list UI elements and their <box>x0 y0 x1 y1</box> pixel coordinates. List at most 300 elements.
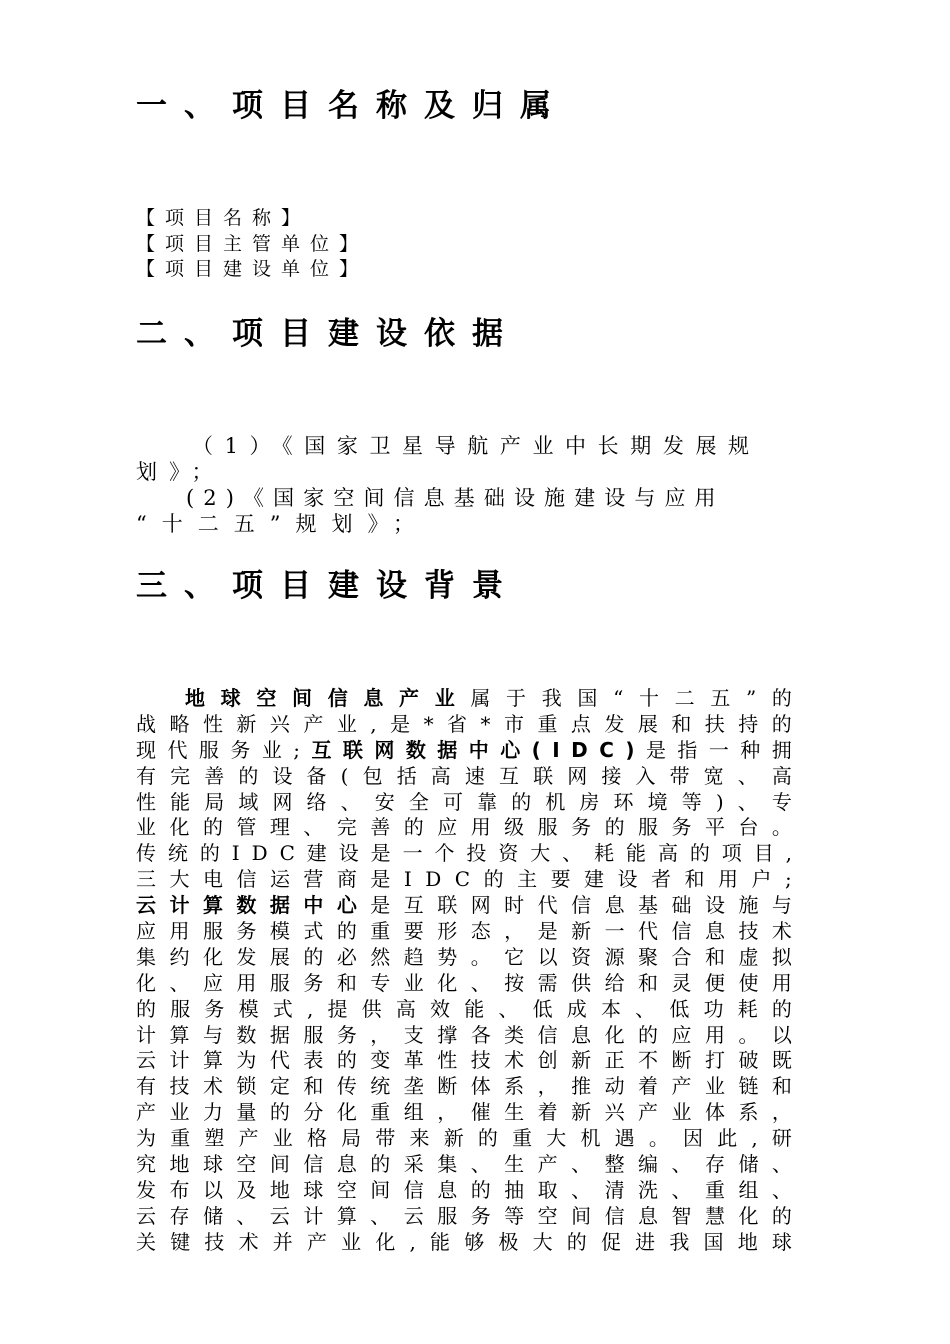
text-char: 空 <box>336 1177 357 1202</box>
background-line <box>136 1152 792 1178</box>
text-char: ， <box>537 1074 558 1099</box>
text-char: 成 <box>566 996 587 1021</box>
bold-term-char: 算 <box>202 893 223 918</box>
text-char: 目 <box>753 841 774 866</box>
basis-item-2-line-2: “十二五”规划》； <box>136 512 429 536</box>
text-char: 信 <box>403 1177 424 1202</box>
text-char: 趋 <box>403 944 424 969</box>
text-char: 用 <box>704 1022 725 1047</box>
text-char: 革 <box>403 1048 424 1073</box>
text-char: 代 <box>537 893 558 918</box>
text-char: 用 <box>236 970 257 995</box>
text-char: C <box>454 867 471 892</box>
bold-term-char: 据 <box>269 893 290 918</box>
text-char: 生 <box>504 1100 525 1125</box>
text-char: 打 <box>704 1048 725 1073</box>
text-char: 便 <box>704 970 725 995</box>
text-char: * <box>480 711 491 736</box>
text-char: 理 <box>269 815 290 840</box>
text-char: ) <box>715 789 724 814</box>
text-char: 机 <box>545 789 566 814</box>
text-char: 发 <box>136 1177 156 1202</box>
text-char: 服 <box>537 815 558 840</box>
text-char: 。 <box>771 815 792 840</box>
background-line <box>136 764 792 790</box>
background-line <box>136 1230 792 1256</box>
text-char: 算 <box>169 1022 190 1047</box>
text-char: 重 <box>512 1126 533 1151</box>
text-char: 重 <box>370 1100 391 1125</box>
text-char: 智 <box>671 1203 692 1228</box>
text-char: 取 <box>537 1177 558 1202</box>
text-char: 抽 <box>504 1177 525 1202</box>
text-char: 云 <box>269 1203 290 1228</box>
text-char: 点 <box>570 711 591 736</box>
text-char: 信 <box>571 893 592 918</box>
text-char: 性 <box>202 711 223 736</box>
text-char: I <box>403 867 412 892</box>
text-char: * <box>423 711 434 736</box>
text-char: 等 <box>504 1203 525 1228</box>
text-char: 服 <box>303 1022 324 1047</box>
text-char: 可 <box>442 789 463 814</box>
project-supervisor-field: 【项目主管单位】 <box>136 232 369 255</box>
text-char: 格 <box>306 1126 327 1151</box>
bold-term-char: I <box>552 737 560 762</box>
text-char: 。 <box>470 944 491 969</box>
text-char: 及 <box>236 1177 257 1202</box>
text-char: 、 <box>571 1177 592 1202</box>
text-char: 建 <box>306 841 327 866</box>
text-char: 地 <box>269 1177 290 1202</box>
text-char: 网 <box>567 763 588 788</box>
text-char: 设 <box>272 763 293 788</box>
text-char: 联 <box>533 763 554 788</box>
text-char: 建 <box>584 867 605 892</box>
project-name-field: 【项目名称】 <box>136 207 311 229</box>
text-char: 存 <box>169 1203 190 1228</box>
text-char: 的 <box>771 711 792 736</box>
text-char: 国 <box>703 1229 724 1254</box>
text-char: D <box>251 841 268 866</box>
text-char: 模 <box>238 996 259 1021</box>
text-char: 应 <box>671 1022 692 1047</box>
text-char: 传 <box>136 841 156 866</box>
text-char: 正 <box>604 1048 625 1073</box>
text-char: 务 <box>236 919 257 944</box>
text-char: 产 <box>306 1229 327 1254</box>
text-char: 五 <box>710 686 731 710</box>
text-char: 重 <box>370 919 391 944</box>
text-char: 清 <box>604 1177 625 1202</box>
text-char: 锁 <box>236 1074 257 1099</box>
text-char: 灵 <box>671 970 692 995</box>
text-char: ; <box>784 867 792 892</box>
text-char: 存 <box>704 1152 725 1177</box>
text-char: 遇 <box>614 1126 635 1151</box>
text-char: 主 <box>517 867 538 892</box>
text-char: 空 <box>236 1152 257 1177</box>
basis-item-1-line-1: （1）《国家卫星导航产业中长期发展规 <box>192 434 761 458</box>
background-line <box>136 1023 792 1049</box>
basis-item-2-line-1: (2)《国家空间信息基础设施建设与应用 <box>186 486 725 510</box>
bold-term-char: 信 <box>327 686 348 710</box>
text-char: 虚 <box>738 944 759 969</box>
text-char: 化 <box>336 1100 357 1125</box>
text-char: 代 <box>269 1048 290 1073</box>
text-char: ， <box>771 1100 792 1125</box>
bold-term-char: C <box>599 737 614 762</box>
text-char: 环 <box>613 789 634 814</box>
text-char: 平 <box>704 815 725 840</box>
text-char: 现 <box>136 737 156 762</box>
bold-term-char: D <box>571 737 588 762</box>
text-char: 能 <box>170 789 191 814</box>
bold-term-char: 网 <box>374 737 395 762</box>
text-char: 信 <box>303 1152 324 1177</box>
text-char: 是 <box>370 841 391 866</box>
text-char: , <box>785 841 792 866</box>
text-char: 化 <box>169 815 190 840</box>
text-char: 管 <box>236 815 257 840</box>
text-char: 此 <box>717 1126 738 1151</box>
text-char: 局 <box>204 789 225 814</box>
background-line <box>136 867 792 893</box>
text-char: 息 <box>704 919 725 944</box>
background-line <box>136 1178 792 1204</box>
text-char: 用 <box>771 970 792 995</box>
background-line <box>136 997 792 1023</box>
text-char: 合 <box>671 944 692 969</box>
text-char: 务 <box>671 815 692 840</box>
text-char: 创 <box>537 1048 558 1073</box>
text-char: 着 <box>537 1100 558 1125</box>
background-line <box>136 1204 792 1230</box>
bold-term-char: 中 <box>468 737 489 762</box>
text-char: 算 <box>202 1048 223 1073</box>
text-char: 既 <box>771 1048 792 1073</box>
text-char: 是 <box>370 893 391 918</box>
text-char: 战 <box>136 711 156 736</box>
text-char: 善 <box>204 763 225 788</box>
text-char: 云 <box>136 1203 156 1228</box>
text-char: 信 <box>537 1022 558 1047</box>
text-char: 大 <box>532 1229 553 1254</box>
text-char: 络 <box>306 789 327 814</box>
text-char: 耗 <box>737 996 758 1021</box>
text-char: 化 <box>738 1203 759 1228</box>
text-char: 产 <box>238 1126 259 1151</box>
text-char: 息 <box>638 1203 659 1228</box>
text-char: 信 <box>671 919 692 944</box>
text-char: 变 <box>370 1048 391 1073</box>
text-char: 、 <box>635 996 656 1021</box>
text-char: 间 <box>370 1177 391 1202</box>
text-char: 性 <box>437 1048 458 1073</box>
text-char: 扶 <box>704 711 725 736</box>
text-char: 省 <box>447 711 468 736</box>
text-char: , <box>409 1229 416 1254</box>
text-char: 。 <box>648 1126 669 1151</box>
bold-term-char: 数 <box>236 893 257 918</box>
text-char: 的 <box>511 789 532 814</box>
text-char: 术 <box>504 1048 525 1073</box>
text-char: 、 <box>771 1152 792 1177</box>
text-char: 项 <box>721 841 742 866</box>
text-char: 术 <box>771 919 792 944</box>
text-char: 研 <box>771 1126 792 1151</box>
text-char: 效 <box>430 996 451 1021</box>
text-char: 服 <box>202 919 223 944</box>
text-char: 集 <box>437 1152 458 1177</box>
text-char: , <box>306 996 314 1021</box>
text-char: 括 <box>396 763 417 788</box>
text-char: 施 <box>738 893 759 918</box>
text-char: 的 <box>269 1100 290 1125</box>
text-char: 势 <box>437 944 458 969</box>
background-paragraph <box>136 686 792 1256</box>
text-char: 的 <box>370 1152 391 1177</box>
text-char: 地 <box>169 1152 190 1177</box>
text-char: 、 <box>470 970 491 995</box>
background-line <box>136 919 792 945</box>
text-char: 用 <box>717 867 738 892</box>
text-char: 、 <box>498 996 519 1021</box>
text-char: 设 <box>704 893 725 918</box>
text-char: 系 <box>738 1100 759 1125</box>
text-char: 、 <box>737 763 758 788</box>
text-char: 的 <box>771 686 792 710</box>
text-char: 网 <box>272 789 293 814</box>
text-char: 业 <box>336 711 357 736</box>
text-char: 息 <box>571 1022 592 1047</box>
text-char: 功 <box>703 996 724 1021</box>
text-char: 定 <box>269 1074 290 1099</box>
text-char: 能 <box>464 996 485 1021</box>
bold-term-char: 息 <box>363 686 384 710</box>
text-char: C <box>279 841 295 866</box>
text-char: 低 <box>532 996 553 1021</box>
text-char: 大 <box>530 841 551 866</box>
text-char: 云 <box>136 1048 156 1073</box>
text-char: 、 <box>671 1177 692 1202</box>
text-char: 用 <box>470 815 491 840</box>
text-char: 化 <box>375 1229 396 1254</box>
text-char: 的 <box>566 1229 587 1254</box>
text-char: 的 <box>477 1126 498 1151</box>
text-char: 低 <box>669 996 690 1021</box>
project-builder-field: 【项目建设单位】 <box>136 258 369 280</box>
text-char: 着 <box>638 1074 659 1099</box>
text-char: ， <box>437 1100 458 1125</box>
text-char: 有 <box>136 763 156 788</box>
text-char: 业 <box>169 1100 190 1125</box>
text-char: 给 <box>604 970 625 995</box>
text-char: 营 <box>303 867 324 892</box>
text-char: 供 <box>361 996 382 1021</box>
text-char: 大 <box>546 1126 567 1151</box>
text-char: 推 <box>571 1074 592 1099</box>
text-char: 务 <box>303 970 324 995</box>
text-char: 计 <box>169 1048 190 1073</box>
text-char: 域 <box>238 789 259 814</box>
text-char: 表 <box>303 1048 324 1073</box>
text-char: 宽 <box>703 763 724 788</box>
text-char: 的 <box>202 815 223 840</box>
text-char: 编 <box>638 1152 659 1177</box>
text-char: 球 <box>303 1177 324 1202</box>
text-char: 算 <box>336 1203 357 1228</box>
text-char: 空 <box>537 1203 558 1228</box>
text-char: 以 <box>771 1022 792 1047</box>
text-char: 、 <box>771 1177 792 1202</box>
background-line <box>136 815 792 841</box>
text-char: 体 <box>470 1074 491 1099</box>
text-char: 分 <box>303 1100 324 1125</box>
text-char: 整 <box>604 1152 625 1177</box>
text-char: 球 <box>771 1229 792 1254</box>
text-char: 服 <box>198 737 219 762</box>
text-char: 的 <box>638 1022 659 1047</box>
text-char: 和 <box>671 711 692 736</box>
text-char: 。 <box>738 1022 759 1047</box>
text-char: 一 <box>402 841 423 866</box>
text-char: 必 <box>336 944 357 969</box>
text-char: 兴 <box>269 711 290 736</box>
text-char: ( <box>340 763 349 788</box>
bold-term-char: ) <box>625 737 635 762</box>
text-char: 于 <box>506 686 527 710</box>
bold-term-char: 计 <box>169 893 190 918</box>
text-char: , <box>751 1126 758 1151</box>
text-char: 应 <box>202 970 223 995</box>
text-char: 业 <box>272 1126 293 1151</box>
text-char: 、 <box>303 815 324 840</box>
construction-basis-list <box>136 433 792 537</box>
text-char: ” <box>745 686 757 710</box>
text-char: 的 <box>303 944 324 969</box>
text-char: 体 <box>704 1100 725 1125</box>
text-char: 化 <box>136 970 156 995</box>
text-char: 我 <box>669 1229 690 1254</box>
text-char: 提 <box>327 996 348 1021</box>
text-char: 技 <box>470 1048 491 1073</box>
background-line <box>136 893 792 919</box>
text-char: 服 <box>638 815 659 840</box>
text-char: 极 <box>498 1229 519 1254</box>
text-char: 新 <box>571 1100 592 1125</box>
text-char: D <box>425 867 442 892</box>
bold-term-char: 心 <box>500 737 521 762</box>
text-char: 十 <box>638 686 659 710</box>
text-char: 业 <box>403 970 424 995</box>
text-char: 重 <box>537 711 558 736</box>
text-char: ， <box>504 919 525 944</box>
text-char: 组 <box>403 1100 424 1125</box>
text-char: 然 <box>370 944 391 969</box>
text-char: 高 <box>395 996 416 1021</box>
text-char: 级 <box>504 815 525 840</box>
text-char: 和 <box>771 1074 792 1099</box>
text-char: 术 <box>238 1229 259 1254</box>
text-char: 以 <box>537 944 558 969</box>
text-char: 、 <box>370 1203 391 1228</box>
text-char: 的 <box>336 919 357 944</box>
text-char: 的 <box>604 815 625 840</box>
text-char: 据 <box>269 1022 290 1047</box>
text-char: 、 <box>671 1152 692 1177</box>
text-char: 三 <box>136 867 156 892</box>
text-char: 基 <box>638 893 659 918</box>
text-char: 促 <box>600 1229 621 1254</box>
text-char: 关 <box>136 1229 156 1254</box>
text-char: 模 <box>269 919 290 944</box>
bold-term-char: 业 <box>434 686 455 710</box>
text-char: 拥 <box>771 737 792 762</box>
text-char: 二 <box>674 686 695 710</box>
background-line <box>136 1074 792 1100</box>
background-line <box>136 738 792 764</box>
text-char: 够 <box>464 1229 485 1254</box>
text-char: 包 <box>362 763 383 788</box>
text-char: 键 <box>170 1229 191 1254</box>
text-char: 息 <box>437 1177 458 1202</box>
text-char: 究 <box>136 1152 156 1177</box>
text-char: 数 <box>236 1022 257 1047</box>
text-char: 聚 <box>638 944 659 969</box>
text-char: 的 <box>771 1203 792 1228</box>
background-line <box>136 1126 792 1152</box>
text-char: 计 <box>136 1022 156 1047</box>
text-char: 各 <box>470 1022 491 1047</box>
text-char: 间 <box>269 1152 290 1177</box>
text-char: 资 <box>498 841 519 866</box>
text-char: 链 <box>738 1074 759 1099</box>
text-char: 、 <box>737 789 758 814</box>
text-char: 为 <box>136 1126 156 1151</box>
text-char: 的 <box>403 815 424 840</box>
text-char: 进 <box>635 1229 656 1254</box>
text-char: 有 <box>136 1074 156 1099</box>
text-char: 发 <box>604 711 625 736</box>
text-char: 撑 <box>437 1022 458 1047</box>
text-char: 电 <box>202 867 223 892</box>
text-char: 它 <box>504 944 525 969</box>
text-char: 业 <box>341 1229 362 1254</box>
text-char: 高 <box>430 763 451 788</box>
text-char: 重 <box>170 1126 191 1151</box>
text-char: 市 <box>503 711 524 736</box>
text-char: 带 <box>375 1126 396 1151</box>
text-char: 式 <box>303 919 324 944</box>
text-char: 球 <box>202 1152 223 1177</box>
text-char: 完 <box>170 763 191 788</box>
background-line <box>136 971 792 997</box>
text-char: 化 <box>202 944 223 969</box>
text-char: 要 <box>550 867 571 892</box>
text-char: 一 <box>708 737 729 762</box>
bold-term-char: 联 <box>342 737 363 762</box>
text-char: 动 <box>604 1074 625 1099</box>
bold-term-char: 地 <box>185 686 205 710</box>
text-char: 入 <box>635 763 656 788</box>
text-char: 能 <box>626 841 647 866</box>
text-char: 略 <box>169 711 190 736</box>
text-char: 房 <box>579 789 600 814</box>
text-char: 速 <box>464 763 485 788</box>
text-char: 务 <box>230 737 251 762</box>
text-char: 破 <box>738 1048 759 1073</box>
